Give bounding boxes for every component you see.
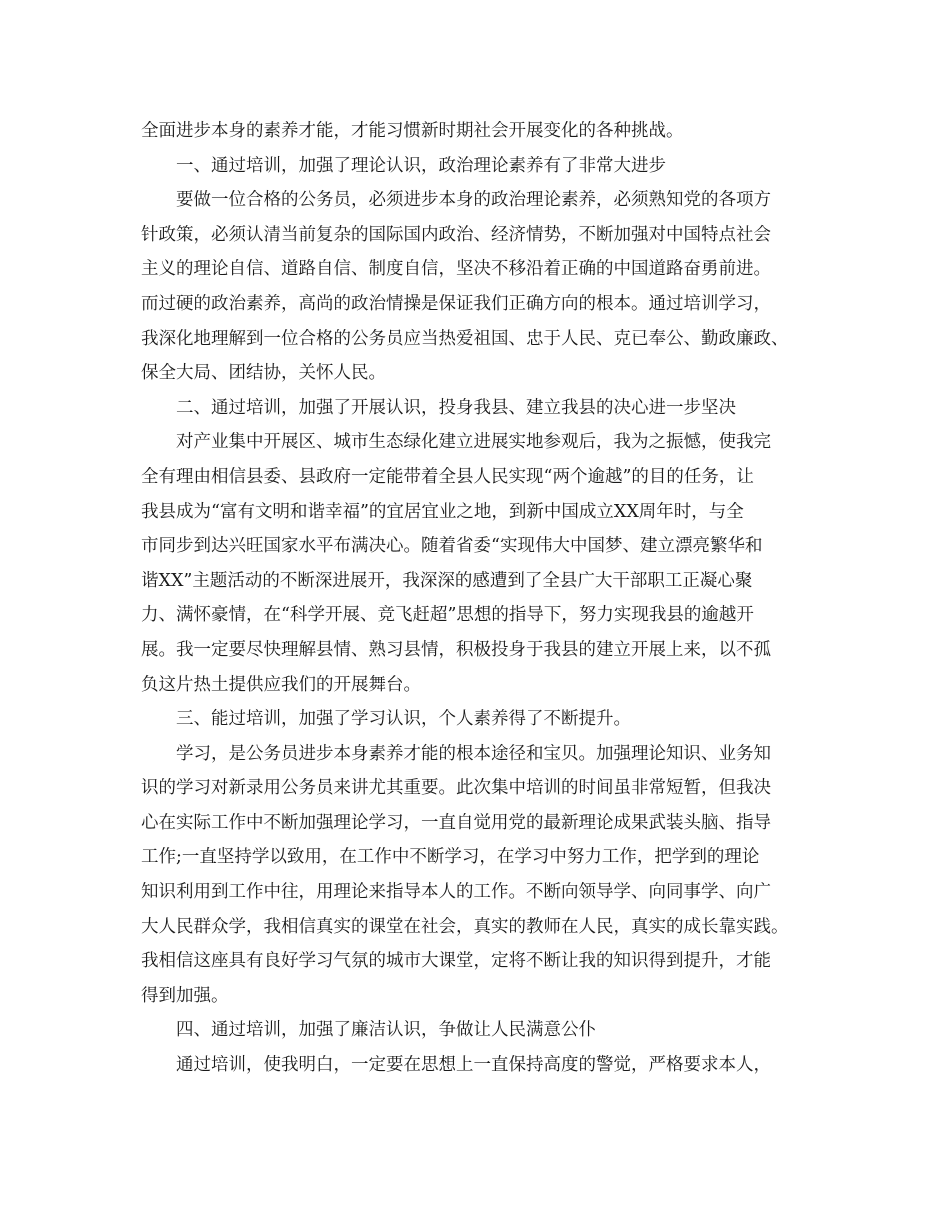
- text-line: 得到加强。: [141, 985, 229, 1006]
- text-line: 工作;一直坚持学以致用，在工作中不断学习，在学习中努力工作，把学到的理论: [141, 847, 760, 868]
- section-heading-4: 四、通过培训，加强了廉洁认识，争做让人民满意公仆: [176, 1020, 596, 1041]
- document-body: [141, 114, 831, 1083]
- text-line: 要做一位合格的公务员，必须进步本身的政治理论素养，必须熟知党的各项方: [176, 190, 771, 211]
- text-line: 市同步到达兴旺国家水平布满决心。随着省委“实现伟大中国梦、建立漂亮繁华和: [141, 536, 763, 557]
- text-line: 全面进步本身的素养才能，才能习惯新时期社会开展变化的各种挑战。: [141, 121, 684, 141]
- text-line: 我县成为“富有文明和谐幸福”的宜居宜业之地，到新中国成立XX周年时，与全: [141, 501, 744, 522]
- text-line: 通过培训，使我明白，一定要在思想上一直保持高度的警觉，严格要求本人，: [176, 1055, 771, 1076]
- section-heading-1: 一、通过培训，加强了理论认识，政治理论素养有了非常大进步: [176, 155, 666, 176]
- text-line: 识的学习对新录用公务员来讲尤其重要。此次集中培训的时间虽非常短暂，但我决: [141, 778, 771, 799]
- text-line: 我相信这座具有良好学习气氛的城市大课堂，定将不断让我的知识得到提升，才能: [141, 951, 771, 972]
- text-line: 负这片热土提供应我们的开展舞台。: [141, 674, 421, 695]
- text-line: 针政策，必须认清当前复杂的国际国内政治、经济情势，不断加强对中国特点社会: [141, 224, 771, 245]
- text-line: 谐XX”主题活动的不断深进展开，我深深的感遭到了全县广大干部职工正凝心聚: [141, 570, 753, 591]
- text-line: 我深化地理解到一位合格的公务员应当热爱祖国、忠于人民、克已奉公、勤政廉政、: [141, 328, 789, 349]
- text-line: 全有理由相信县委、县政府一定能带着全县人民实现“两个逾越”的目的任务，让: [141, 466, 754, 487]
- text-line: 知识利用到工作中往，用理论来指导本人的工作。不断向领导学、向同事学、向广: [141, 882, 771, 903]
- text-line: 对产业集中开展区、城市生态绿化建立进展实地参观后，我为之振憾，使我完: [176, 432, 771, 453]
- text-line: 力、满怀豪情，在“科学开展、竞飞赶超”思想的指导下，努力实现我县的逾越开: [141, 605, 754, 626]
- text-line: 心在实际工作中不断加强理论学习，一直自觉用党的最新理论成果武装头脑、指导: [141, 812, 771, 833]
- text-line: 展。我一定要尽快理解县情、熟习县情，积极投身于我县的建立开展上来，以不孤: [141, 639, 771, 660]
- text-line: 保全大局、团结协，关怀人民。: [141, 363, 386, 384]
- text-line: 大人民群众学，我相信真实的课堂在社会，真实的教师在人民，真实的成长靠实践。: [141, 916, 789, 937]
- section-heading-3: 三、能过培训，加强了学习认识，个人素养得了不断提升。: [176, 709, 631, 730]
- text-line: 而过硬的政治素养，高尚的政治情操是保证我们正确方向的根本。通过培训学习，: [141, 293, 771, 314]
- text-line: 学习，是公务员进步本身素养才能的根本途径和宝贝。加强理论知识、业务知: [176, 743, 771, 764]
- section-heading-2: 二、通过培训，加强了开展认识，投身我县、建立我县的决心进一步坚决: [176, 397, 736, 418]
- text-line: 主义的理论自信、道路自信、制度自信，坚决不移沿着正确的中国道路奋勇前进。: [141, 259, 771, 280]
